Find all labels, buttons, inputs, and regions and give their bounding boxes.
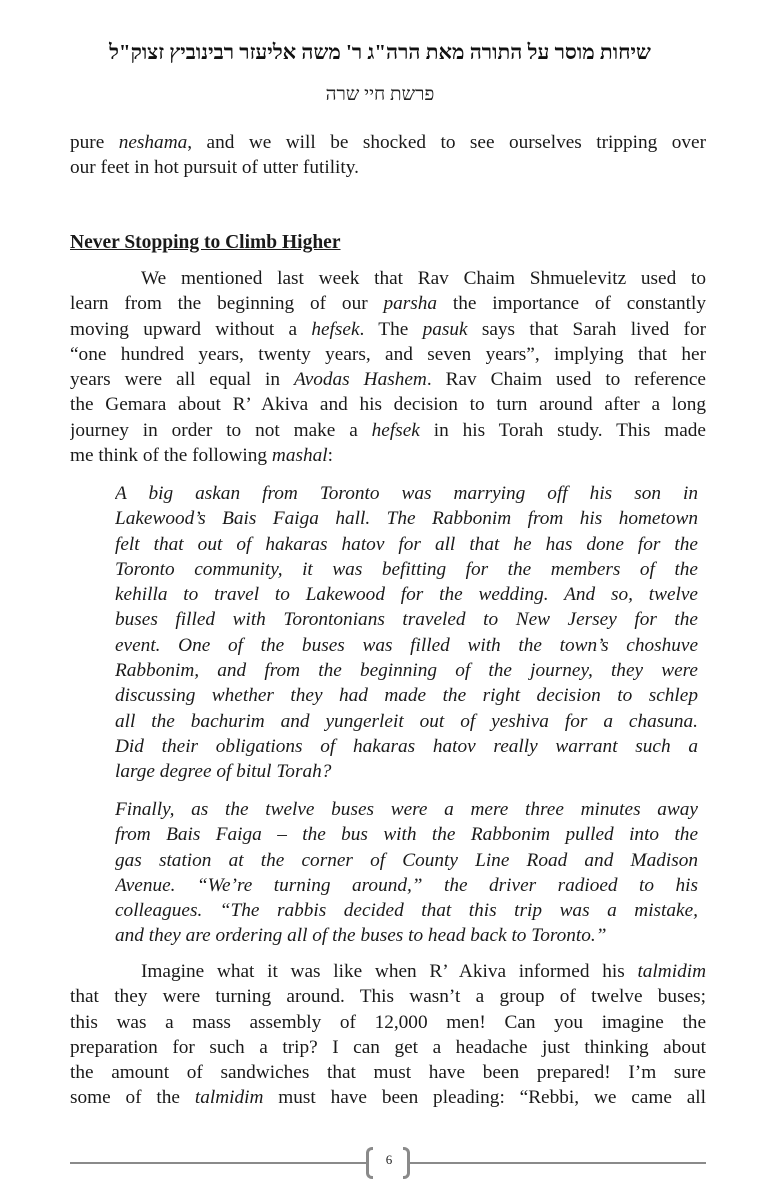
text-line: Imagine what it was like when R’ Akiva informed his talmidim <box>141 961 706 982</box>
book-title-hebrew: שיחות מוסר על התורה מאת הרה"ג ר' משה אליעזר רבינוביץ זצוק"ל <box>109 40 651 64</box>
text-line: Avenue. “We’re turning around,” the driver radioed to his <box>115 874 698 896</box>
italic-term: pasuk <box>422 318 468 340</box>
parsha-subtitle-hebrew: פרשת חיי שרה <box>325 84 435 105</box>
left-bracket-ornament <box>366 1147 373 1179</box>
italic-term: hefsek <box>311 318 360 340</box>
text-line: all the bachurim and yungerleit out of yeshiva for a chasuna. <box>115 710 698 732</box>
text-line: moving upward without a hefsek. The pasuk says that Sarah lived for <box>70 318 706 340</box>
intro-paragraph <box>70 130 706 181</box>
text-line: Toronto community, it was befitting for the members of the <box>115 558 698 580</box>
text-line: some of the talmidim must have been pleading: “Rebbi, we came all <box>70 1087 706 1109</box>
text-line: buses filled with Torontonians traveled to New Jersey for the <box>115 609 698 631</box>
text-line: large degree of bitul Torah? <box>115 761 332 783</box>
italic-term: neshama <box>118 132 188 153</box>
italic-term: mashal <box>271 445 328 467</box>
text-line: the Gemara about R’ Akiva and his decision to turn around after a long <box>70 394 706 416</box>
text-line: We mentioned last week that Rav Chaim Shmuelevitz used to <box>141 268 706 289</box>
footer-rule-right <box>410 1162 706 1164</box>
text-line: pure neshama, and we will be shocked to see ourselves tripping over <box>70 132 706 153</box>
text-line: our feet in hot pursuit of utter futility. <box>70 157 359 179</box>
text-line: Rabbonim, and from the beginning of the journey, they were <box>115 660 698 682</box>
italic-term: talmidim <box>637 961 706 982</box>
italic-term: hefsek <box>371 419 420 441</box>
text-line: gas station at the corner of County Line Road and Madison <box>115 849 698 871</box>
text-line: preparation for such a trip? I can get a headache just thinking about <box>70 1036 706 1058</box>
text-line: discussing whether they had made the right decision to schlep <box>115 685 698 707</box>
footer-rule-left <box>70 1162 368 1164</box>
body-paragraph-1 <box>70 266 706 468</box>
text-line: A big askan from Toronto was marrying off his son in <box>115 483 698 504</box>
italic-term: parsha <box>383 293 438 315</box>
text-line: kehilla to travel to Lakewood for the wedding. And so, twelve <box>115 584 698 606</box>
right-bracket-ornament <box>403 1147 410 1179</box>
text-line: me think of the following mashal: <box>70 445 333 467</box>
text-line: felt that out of hakaras hatov for all that he has done for the <box>115 533 698 555</box>
text-line: this was a mass assembly of 12,000 men! Can you imagine the <box>70 1011 706 1033</box>
mashal-quote-2 <box>115 797 698 949</box>
text-line: journey in order to not make a hefsek in his Torah study. This made <box>70 419 706 441</box>
mashal-quote-1 <box>115 481 698 785</box>
text-line: and they are ordering all of the buses to head back to Toronto.” <box>115 925 607 947</box>
text-line: “one hundred years, twenty years, and seven years”, implying that her <box>70 343 706 365</box>
text-line: that they were turning around. This wasn’t a group of twelve buses; <box>70 986 706 1008</box>
text-line: Lakewood’s Bais Faiga hall. The Rabbonim from his hometown <box>115 508 698 530</box>
text-line: from Bais Faiga – the bus with the Rabbonim pulled into the <box>115 824 698 846</box>
italic-term: Avodas Hashem <box>293 369 427 391</box>
page-number: 6 <box>385 1152 393 1167</box>
text-line: Did their obligations of hakaras hatov really warrant such a <box>115 735 698 757</box>
text-line: Finally, as the twelve buses were a mere three minutes away <box>115 799 698 820</box>
italic-term: talmidim <box>194 1087 264 1109</box>
text-line: years were all equal in Avodas Hashem. Rav Chaim used to reference <box>70 369 706 391</box>
text-line: colleagues. “The rabbis decided that this trip was a mistake, <box>115 900 698 922</box>
body-paragraph-2 <box>70 959 706 1111</box>
text-line: event. One of the buses was filled with the town’s choshuve <box>115 634 698 656</box>
text-line: learn from the beginning of our parsha the importance of constantly <box>70 293 706 315</box>
text-line: the amount of sandwiches that must have been prepared! I’m sure <box>70 1062 706 1084</box>
section-heading: Never Stopping to Climb Higher <box>70 232 341 253</box>
